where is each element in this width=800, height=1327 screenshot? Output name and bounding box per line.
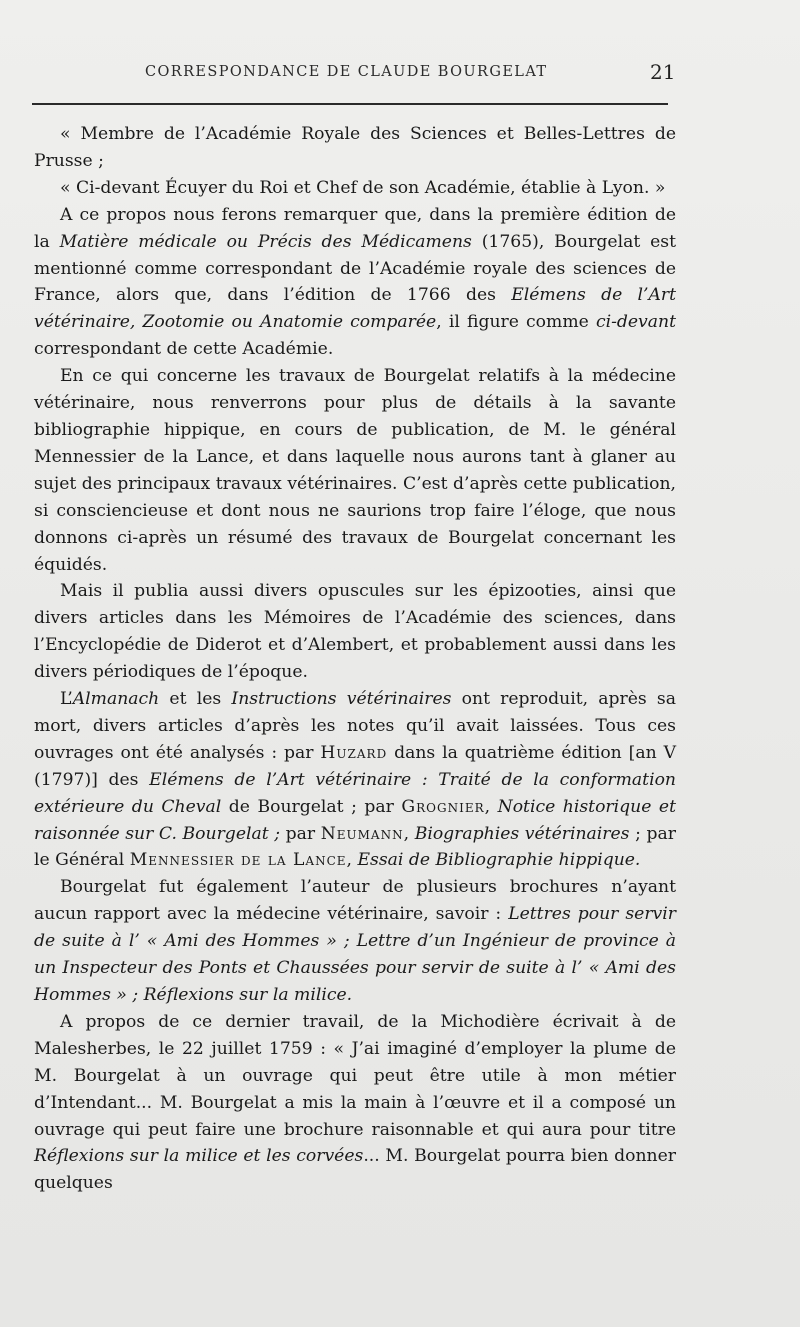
text-run: ont reproduit, après sa mort, divers articles d’après les notes qu’il avait laissées. Tous ces ouvrages ont été analysés : par <box>34 689 676 763</box>
paragraph <box>34 874 676 1009</box>
italic-title: Elémens de l’Art vétérinaire : Traité de la conformation extérieure du Cheval <box>34 769 677 817</box>
text-run: L’ <box>60 689 73 710</box>
text-run: « Ci-devant Écuyer du Roi et Chef de son Académie, établie à Lyon. » <box>60 177 666 198</box>
italic-title: Almanach <box>72 689 160 710</box>
text-run: et les <box>159 689 232 710</box>
paragraph <box>34 686 676 874</box>
italic-title: Elémens de l’Art vétérinaire, Zootomie ou Anatomie comparée <box>34 285 677 333</box>
running-title: CORRESPONDANCE DE CLAUDE BOURGELAT <box>145 64 548 80</box>
text-run: , <box>484 796 498 817</box>
text-run: par <box>280 823 321 844</box>
text-run: ; par le Général <box>34 823 676 871</box>
text-run: En ce qui concerne les travaux de Bourgelat relatifs à la médecine vétérinaire, nous renverrons pour plus de détails à la savante bibliographie hippique, en cours de publication, de M. le général Mennessier de la Lance, et dans laquelle nous aurons tant à glaner au sujet des principaux travaux vétérinaires. C’est d’après cette publication, si consciencieuse et dont nous ne saurions trop faire l’éloge, que nous donnons ci-après un résumé des travaux de Bourgelat concernant les équidés. <box>34 366 676 575</box>
page-number: 21 <box>650 60 676 84</box>
italic-title: Notice historique et raisonnée sur C. Bourgelat ; <box>34 796 676 844</box>
paragraph <box>34 578 676 686</box>
body-text <box>34 121 676 1197</box>
author-name: Neumann <box>320 823 404 844</box>
italic-title: Instructions vétérinaires <box>231 689 452 710</box>
text-run: dans la quatrième édition [an V (1797)] des <box>34 742 676 790</box>
page-header <box>0 62 800 92</box>
italic-title: Réflexions sur la milice et les corvées <box>34 1146 364 1167</box>
text-run: A ce propos nous ferons remarquer que, dans la première édition de la <box>34 204 676 252</box>
text-run: Bourgelat fut également l’auteur de plusieurs brochures n’ayant aucun rapport avec la médecine vétérinaire, savoir : <box>34 877 676 925</box>
text-run: , il figure comme <box>436 312 596 333</box>
text-run: (1765), Bourgelat est mentionné comme correspondant de l’Académie royale des sciences de France, alors que, dans l’édition de 1766 des <box>34 231 676 306</box>
text-run: ... M. Bourgelat pourra bien donner quelques <box>34 1146 676 1194</box>
author-name: Huzard <box>320 742 388 763</box>
text-run: « Membre de l’Académie Royale des Sciences et Belles-Lettres de Prusse ; <box>34 124 676 171</box>
text-run: de Bourgelat ; par <box>221 796 402 817</box>
italic-title: Biographies vétérinaires <box>414 823 630 844</box>
header-rule <box>32 103 668 105</box>
italic-title: ci-devant <box>595 312 676 333</box>
paragraph <box>34 121 676 175</box>
author-name: Grognier <box>401 796 485 817</box>
text-run: , <box>403 823 415 844</box>
text-run: correspondant de cette Académie. <box>34 339 334 360</box>
italic-title: Matière médicale ou Précis des Médicamens <box>59 231 472 252</box>
italic-title: Essai de Bibliographie hippique. <box>357 850 641 871</box>
author-name: Mennessier de la Lance <box>129 850 347 871</box>
text-run: A propos de ce dernier travail, de la Michodière écrivait à de Malesherbes, le 22 juillet 1759 : « J’ai imaginé d’employer la plume de M. Bourgelat à un ouvrage qui peut être utile à mon métier d’Intendant... M. Bourgelat a mis la main à l’œuvre et il a composé un ouvrage qui peut faire une brochure raisonnable et qui aura pour titre <box>34 1011 676 1140</box>
paragraph <box>34 202 676 363</box>
paragraph <box>34 175 676 202</box>
text-run: Mais il publia aussi divers opuscules sur les épizooties, ainsi que divers articles dans les Mémoires de l’Académie des sciences, dans l’Encyclopédie de Diderot et d’Alembert, et probablement aussi dans les divers périodiques de l’époque. <box>34 581 676 683</box>
paragraph <box>34 363 676 578</box>
italic-title: Lettres pour servir de suite à l’ « Ami des Hommes » ; Lettre d’un Ingénieur de province à un Inspecteur des Ponts et Chaussées pour servir de suite à l’ « Ami des Hommes » ; Réflexions sur la milice. <box>34 904 676 1005</box>
text-run: , <box>346 850 358 871</box>
paragraph <box>34 1009 676 1197</box>
